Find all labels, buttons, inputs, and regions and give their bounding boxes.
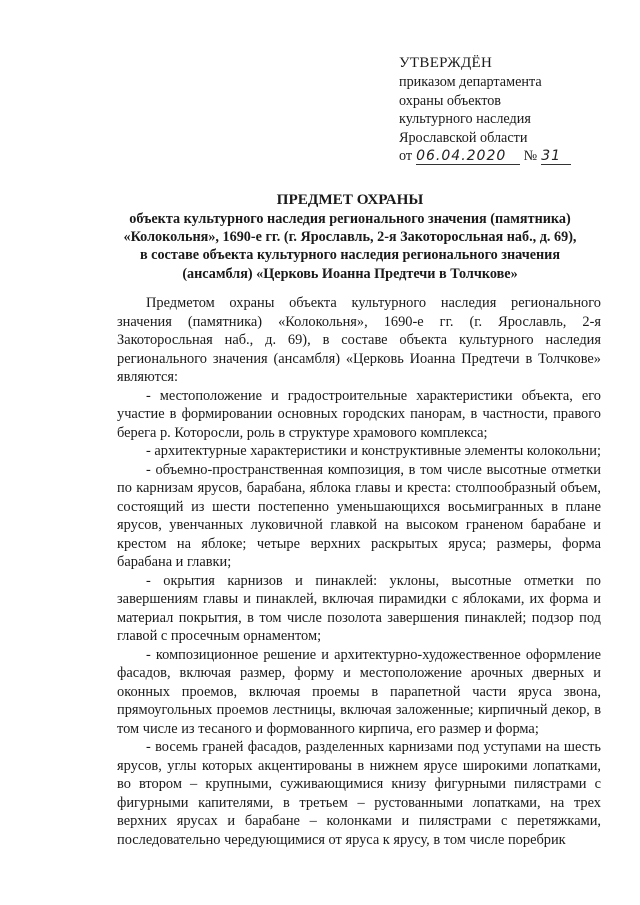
document-title xyxy=(100,190,600,283)
list-item: - местоположение и градостроительные характеристики объекта, его участие в формировании основных городских панорам, в частности, правого берега р. Которосли, роль в структуре храмового комплекса; xyxy=(117,387,601,441)
list-item: - композиционное решение и архитектурно-художественное оформление фасадов, включая размер, форму и местоположение арочных дверных и оконных проемов, включая проемы в парапетной части яруса звона, прямоугольных проемов лестницы, включая заложенные; кирпичный декор, в том числе из тесаного и формованного кирпича, его размер и форма; xyxy=(117,646,601,737)
approval-line-4: Ярославской области xyxy=(399,129,528,146)
approval-line-3: культурного наследия xyxy=(399,111,531,128)
title-line-2: «Колокольня», 1690-е гг. (г. Ярославль, 2-я Закоторосльная наб., д. 69), xyxy=(123,229,577,246)
list-item: - восемь граней фасадов, разделенных карнизами под уступами на шесть ярусов, углы которых акцентированы в нижнем ярусе широкими лопатками, во втором – крупными, суживающимися книзу фигурными пилястрами с фигурными капителями, в третьем – рустованными лопатками, на трех верхних ярусах и барабане – колонками и пилястрами с перетяжками, последовательно чередующимися от яруса к ярусу, в том числе поребрик xyxy=(117,739,601,848)
approval-heading: УТВЕРЖДЁН xyxy=(399,55,493,71)
title-main: ПРЕДМЕТ ОХРАНЫ xyxy=(276,191,424,208)
approval-date-line xyxy=(399,147,599,165)
list-item: - объемно-пространственная композиция, в том числе высотные отметки по карнизам ярусов, барабана, яблока главы и креста: столпообразный объем, состоящий из шести постепенно уменьшающихся восьмигранных в плане ярусов, увенчанных луковичной главкой на высоком граненом барабане и крестом на яблоке; четыре верхних раскрытых яруса; размеры, форма барабана и главки; xyxy=(117,461,601,570)
date-prefix: от xyxy=(399,148,413,165)
approval-line-2: охраны объектов xyxy=(399,92,501,109)
approval-stamp xyxy=(399,54,599,165)
number-prefix: № xyxy=(523,148,538,165)
intro-paragraph: Предметом охраны объекта культурного наследия регионального значения (памятника) «Колокольня», 1690-е гг. (г. Ярославль, 2-я Закоторосльная наб., д. 69), в составе объекта культурного наследия регионального значения (ансамбля) «Церковь Иоанна Предтечи в Толчкове» являются: xyxy=(117,295,601,385)
handwritten-number: 31 xyxy=(541,149,571,165)
list-item: - архитектурные характеристики и конструктивные элементы колокольни; xyxy=(146,443,601,459)
title-line-1: объекта культурного наследия регионального значения (памятника) xyxy=(129,211,571,227)
title-line-3: в составе объекта культурного наследия регионального значения xyxy=(139,247,561,264)
approval-line-1: приказом департамента xyxy=(399,74,542,91)
list-item: - окрытия карнизов и пинаклей: уклоны, высотные отметки по завершениям главы и пинаклей, включая пирамидки с яблоками, их форма и материал покрытия, в том числе позолота завершения пинаклей; подзор под главой с просечным орнаментом; xyxy=(117,572,601,644)
document-body xyxy=(117,294,601,849)
title-line-4: (ансамбля) «Церковь Иоанна Предтечи в Толчкове» xyxy=(182,265,518,282)
handwritten-date: 06.04.2020 xyxy=(416,149,520,165)
